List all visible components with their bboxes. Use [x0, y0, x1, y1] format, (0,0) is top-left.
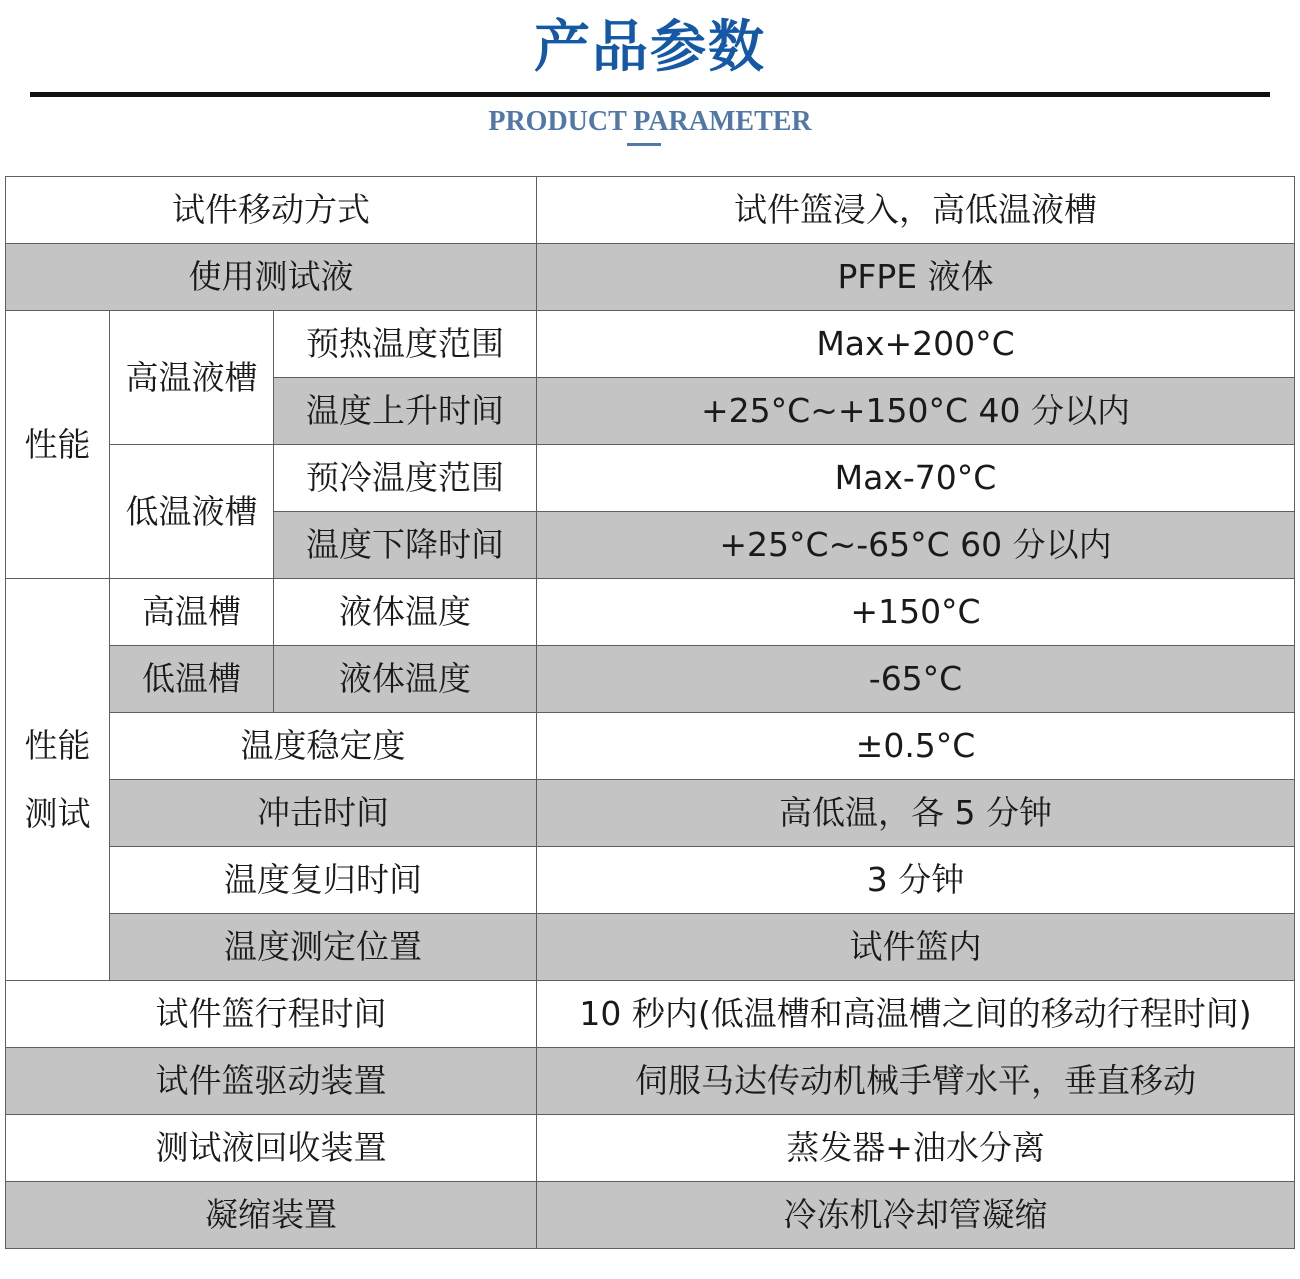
param-label: 试件移动方式	[6, 177, 537, 244]
param-value: Max-70°C	[537, 445, 1295, 512]
param-label: 温度测定位置	[110, 914, 537, 981]
page-subtitle: PRODUCT PARAMETER	[488, 106, 812, 137]
group-label-performance: 性能	[6, 311, 110, 579]
param-label: 试件篮驱动装置	[6, 1048, 537, 1115]
param-value: +25°C~-65°C 60 分以内	[537, 512, 1295, 579]
table-row	[6, 981, 1295, 1048]
table-row	[6, 445, 1295, 512]
param-value: +25°C~+150°C 40 分以内	[537, 378, 1295, 445]
param-label: 温度复归时间	[110, 847, 537, 914]
param-label: 凝缩装置	[6, 1182, 537, 1249]
subgroup-label-low-slot: 低温槽	[110, 646, 274, 713]
param-value: 试件篮浸入，高低温液槽	[537, 177, 1295, 244]
param-label: 试件篮行程时间	[6, 981, 537, 1048]
param-value: ±0.5°C	[537, 713, 1295, 780]
table-row	[6, 646, 1295, 713]
table-row	[6, 579, 1295, 646]
subgroup-label-high-slot: 高温槽	[110, 579, 274, 646]
param-value: +150°C	[537, 579, 1295, 646]
param-value: 10 秒内(低温槽和高温槽之间的移动行程时间)	[537, 981, 1295, 1048]
group-label-line: 性能	[24, 725, 91, 765]
page-title: 产品参数	[534, 15, 766, 80]
param-value: 冷冻机冷却管凝缩	[537, 1182, 1295, 1249]
param-label: 使用测试液	[6, 244, 537, 311]
param-label: 温度上升时间	[274, 378, 537, 445]
group-label-line: 测试	[24, 793, 91, 833]
table-row	[6, 1048, 1295, 1115]
param-value: Max+200°C	[537, 311, 1295, 378]
table-row	[6, 914, 1295, 981]
subgroup-label-high-tank: 高温液槽	[110, 311, 274, 445]
table-row	[6, 847, 1295, 914]
table-row	[6, 1115, 1295, 1182]
param-value: 蒸发器+油水分离	[537, 1115, 1295, 1182]
group-label-performance-test	[6, 579, 110, 981]
param-value: PFPE 液体	[537, 244, 1295, 311]
param-value: 伺服马达传动机械手臂水平，垂直移动	[537, 1048, 1295, 1115]
param-value: 试件篮内	[537, 914, 1295, 981]
param-value: 3 分钟	[537, 847, 1295, 914]
param-label: 温度稳定度	[110, 713, 537, 780]
table-row	[6, 1182, 1295, 1249]
param-label: 预冷温度范围	[274, 445, 537, 512]
parameter-table	[5, 176, 1295, 1249]
param-value: -65°C	[537, 646, 1295, 713]
table-row	[6, 177, 1295, 244]
param-label: 液体温度	[274, 646, 537, 713]
subtitle-underline	[627, 143, 661, 146]
param-label: 测试液回收装置	[6, 1115, 537, 1182]
table-row	[6, 713, 1295, 780]
title-divider	[30, 92, 1270, 97]
subgroup-label-low-tank: 低温液槽	[110, 445, 274, 579]
param-value: 高低温，各 5 分钟	[537, 780, 1295, 847]
param-label: 温度下降时间	[274, 512, 537, 579]
table-row	[6, 244, 1295, 311]
param-label: 液体温度	[274, 579, 537, 646]
param-label: 冲击时间	[110, 780, 537, 847]
table-row	[6, 780, 1295, 847]
param-label: 预热温度范围	[274, 311, 537, 378]
table-row	[6, 311, 1295, 378]
